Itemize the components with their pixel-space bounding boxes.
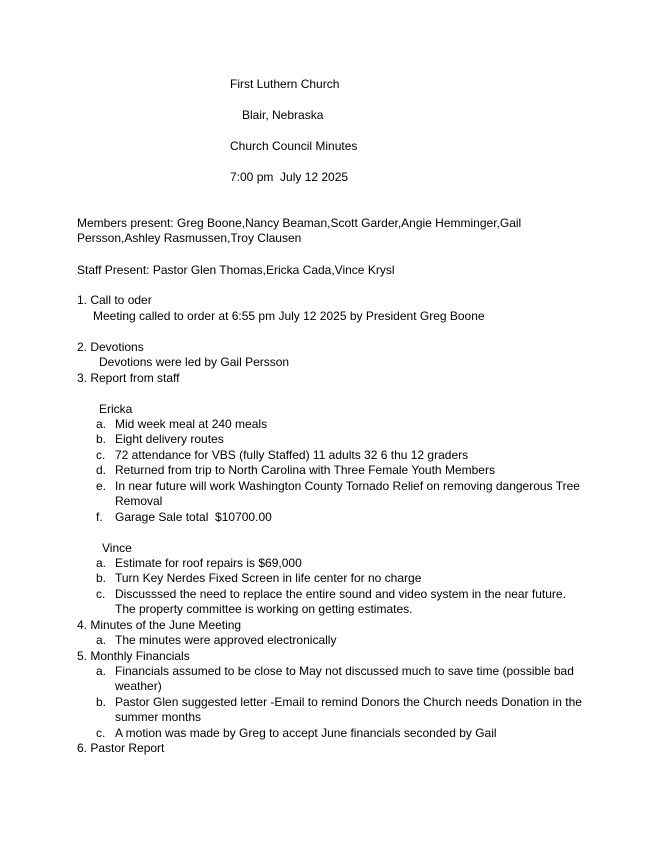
section-2-text: Devotions were led by Gail Persson [99, 355, 290, 369]
list-marker: a. [96, 664, 107, 678]
list-item-text: 72 attendance for VBS (fully Staffed) 11 adults 32 6 thu 12 graders [115, 448, 469, 462]
members-present: Members present: Greg Boone,Nancy Beaman,Scott Garder,Angie Hemminger,Gail Persson,Ashley Rasmussen,Troy Clausen [77, 216, 522, 245]
list-item-text: Pastor Glen suggested letter -Email to remind Donors the Church needs Donation in the summer months [115, 695, 582, 724]
staff-present: Staff Present: Pastor Glen Thomas,Ericka Cada,Vince Krysl [77, 263, 395, 277]
list-item-text: Turn Key Nerdes Fixed Screen in life center for no charge [115, 571, 422, 585]
church-name: First Luthern Church [230, 77, 340, 91]
meeting-datetime: 7:00 pm July 12 2025 [230, 170, 349, 184]
list-marker: c. [96, 448, 106, 462]
list-marker: b. [96, 432, 107, 446]
list-marker: a. [96, 633, 107, 647]
list-item-text: Discusssed the need to replace the entire sound and video system in the near future. The property committee is working on getting estimates. [115, 587, 566, 616]
list-marker: b. [96, 571, 107, 585]
section-6-heading: 6. Pastor Report [77, 741, 165, 755]
list-marker: c. [96, 587, 106, 601]
list-item-text: Garage Sale total $10700.00 [115, 510, 272, 524]
staff-name-vince: Vince [102, 541, 132, 555]
list-marker: a. [96, 417, 107, 431]
list-marker: d. [96, 463, 107, 477]
list-item-text: Financials assumed to be close to May not discussed much to save time (possible bad weather) [115, 664, 574, 693]
list-marker: b. [96, 695, 107, 709]
document-title: Church Council Minutes [230, 139, 358, 153]
list-item-text: Mid week meal at 240 meals [115, 417, 268, 431]
list-marker: e. [96, 479, 107, 493]
list-item-text: Eight delivery routes [115, 432, 224, 446]
list-marker: a. [96, 556, 107, 570]
section-1-heading: 1. Call to oder [77, 293, 152, 307]
section-1-text: Meeting called to order at 6:55 pm July 12 2025 by President Greg Boone [93, 309, 485, 323]
section-4-heading: 4. Minutes of the June Meeting [77, 618, 242, 632]
list-item-text: A motion was made by Greg to accept June financials seconded by Gail [115, 726, 497, 740]
section-2-heading: 2. Devotions [77, 340, 144, 354]
list-marker: f. [96, 510, 103, 524]
section-3-heading: 3. Report from staff [77, 371, 180, 385]
list-marker: c. [96, 726, 106, 740]
list-item-text: Estimate for roof repairs is $69,000 [115, 556, 302, 570]
section-5-heading: 5. Monthly Financials [77, 649, 190, 663]
church-city: Blair, Nebraska [242, 108, 324, 122]
list-item-text: The minutes were approved electronically [115, 633, 337, 647]
list-item-text: In near future will work Washington County Tornado Relief on removing dangerous Tree Removal [115, 479, 580, 508]
staff-name-ericka: Ericka [99, 402, 133, 416]
list-item-text: Returned from trip to North Carolina with Three Female Youth Members [115, 463, 495, 477]
